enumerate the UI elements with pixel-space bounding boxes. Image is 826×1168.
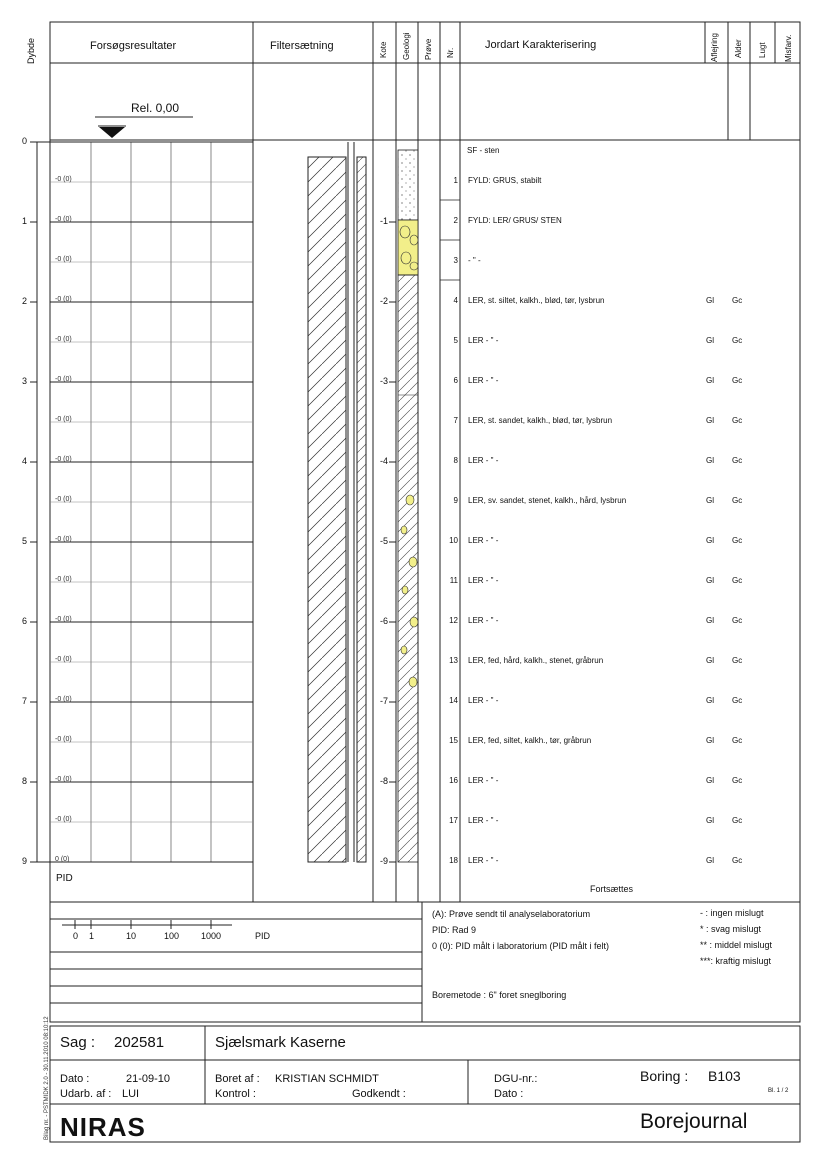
kontrol-label: Kontrol :	[215, 1088, 256, 1100]
header-alder: Alder	[734, 39, 743, 58]
sample-nr: 18	[449, 856, 458, 865]
sample-alder: Gc	[732, 656, 743, 665]
sample-description: LER - " -	[468, 456, 499, 465]
sample-nr: 17	[449, 816, 458, 825]
boret-value: KRISTIAN SCHMIDT	[275, 1073, 379, 1085]
pid-value: 0 (0)	[55, 856, 70, 863]
sag-label: Sag :	[60, 1034, 96, 1051]
sample-alder: Gc	[732, 416, 743, 425]
pid-value: -0 (0)	[55, 256, 72, 263]
pid-axis-tick: 10	[126, 931, 137, 941]
sample-description: LER - " -	[468, 336, 499, 345]
depth-tick: 9	[22, 856, 28, 866]
kote-tick: -1	[380, 216, 389, 226]
pid-value: -0 (0)	[55, 696, 72, 703]
kote-tick: -9	[380, 856, 389, 866]
sample-description: LER - " -	[468, 816, 499, 825]
pid-value: -0 (0)	[55, 736, 72, 743]
sample-nr: 16	[449, 776, 458, 785]
pid-value: -0 (0)	[55, 176, 72, 183]
sample-description: LER - " -	[468, 536, 499, 545]
legend-line-3: 0 (0): PID målt i laboratorium (PID målt i felt)	[432, 941, 610, 951]
pid-value: -0 (0)	[55, 416, 72, 423]
sample-aflejring: Gl	[706, 736, 714, 745]
sample-description: LER - " -	[468, 616, 499, 625]
pid-value: -0 (0)	[55, 296, 72, 303]
kote-tick: -3	[380, 376, 389, 386]
sample-nr: 11	[449, 576, 458, 585]
geology-column	[398, 150, 418, 862]
page-number: Bl. 1 / 2	[768, 1088, 789, 1094]
rel-label: Rel. 0,00	[131, 101, 180, 115]
header-nr: Nr.	[446, 47, 455, 58]
odor-legend-3: ** : middel mislugt	[700, 940, 773, 950]
sample-nr: 12	[449, 616, 458, 625]
sample-nr: 7	[453, 416, 458, 425]
sample-aflejring: Gl	[706, 696, 714, 705]
sample-alder: Gc	[732, 536, 743, 545]
sample-aflejring: Gl	[706, 376, 714, 385]
sample-nr: 3	[453, 256, 458, 265]
header-jordart: Jordart Karakterisering	[485, 39, 597, 51]
sag-number: 202581	[114, 1034, 165, 1051]
kote-tick: -5	[380, 536, 389, 546]
pid-value: -0 (0)	[55, 456, 72, 463]
kote-tick: -8	[380, 776, 389, 786]
odor-legend-2: * : svag mislugt	[700, 924, 762, 934]
header-forsogsresultater: Forsøgsresultater	[90, 40, 177, 52]
kote-tick: -6	[380, 616, 389, 626]
pid-axis-tick: 1000	[201, 931, 222, 941]
side-print-text: Bilag nr. - PSTMIDK 2.0 - 30.11.2010 08:10:12	[44, 1016, 50, 1140]
legend-boremetode: Boremetode : 6" foret sneglboring	[432, 990, 567, 1000]
sample-nr: 5	[453, 336, 458, 345]
sample-aflejring: Gl	[706, 296, 714, 305]
sample-alder: Gc	[732, 376, 743, 385]
pid-value: -0 (0)	[55, 576, 72, 583]
sample-nr: 8	[453, 456, 458, 465]
depth-tick: 4	[22, 456, 28, 466]
sag-name: Sjælsmark Kaserne	[215, 1034, 346, 1051]
sample-aflejring: Gl	[706, 816, 714, 825]
udarb-label: Udarb. af :	[60, 1088, 112, 1100]
header-lugt: Lugt	[758, 42, 767, 58]
pid-value: -0 (0)	[55, 536, 72, 543]
pid-value: -0 (0)	[55, 376, 72, 383]
pid-value: -0 (0)	[55, 216, 72, 223]
sample-aflejring: Gl	[706, 576, 714, 585]
pid-value: -0 (0)	[55, 776, 72, 783]
sample-alder: Gc	[732, 776, 743, 785]
pid-value: -0 (0)	[55, 616, 72, 623]
sample-alder: Gc	[732, 736, 743, 745]
sample-nr: 2	[453, 216, 458, 225]
header-misfarv: Misfarv.	[784, 34, 793, 62]
sample-alder: Gc	[732, 696, 743, 705]
sample-description: LER - " -	[468, 696, 499, 705]
depth-tick: 1	[22, 216, 28, 226]
udarb-value: LUI	[122, 1088, 140, 1100]
boring-label: Boring :	[640, 1068, 689, 1084]
sample-alder: Gc	[732, 576, 743, 585]
sample-description: LER, st. sandet, kalkh., blød, tør, lysbrun	[468, 416, 613, 425]
header-prove: Prøve	[424, 38, 433, 60]
sample-alder: Gc	[732, 456, 743, 465]
header-aflejring: Aflejring	[710, 33, 719, 62]
dato-value: 21-09-10	[126, 1073, 171, 1085]
sample-nr: 4	[453, 296, 458, 305]
depth-tick: 8	[22, 776, 28, 786]
pid-value: -0 (0)	[55, 656, 72, 663]
sample-aflejring: Gl	[706, 456, 714, 465]
sample-description: LER, sv. sandet, stenet, kalkh., hård, lysbrun	[468, 496, 627, 505]
sample-nr: 15	[449, 736, 458, 745]
sample-aflejring: Gl	[706, 656, 714, 665]
sample-description: LER, fed, hård, kalkh., stenet, gråbrun	[468, 656, 604, 665]
sample-nr: 9	[453, 496, 458, 505]
doc-title: Borejournal	[640, 1110, 748, 1133]
depth-tick: 5	[22, 536, 28, 546]
header-kote: Kote	[379, 41, 388, 58]
depth-tick: 0	[22, 136, 28, 146]
odor-legend-4: ***: kraftig mislugt	[700, 956, 772, 966]
surface-label: SF - sten	[467, 146, 500, 155]
sample-description: LER - " -	[468, 376, 499, 385]
sample-aflejring: Gl	[706, 336, 714, 345]
pid-axis-label: PID	[255, 931, 271, 941]
sample-alder: Gc	[732, 816, 743, 825]
sample-aflejring: Gl	[706, 856, 714, 865]
odor-legend-1: - : ingen mislugt	[700, 908, 764, 918]
legend-line-2: PID: Rad 9	[432, 925, 477, 935]
depth-tick: 2	[22, 296, 28, 306]
pid-label: PID	[56, 873, 73, 884]
fortsaettes-label: Fortsættes	[590, 884, 634, 894]
sample-alder: Gc	[732, 616, 743, 625]
pid-value: -0 (0)	[55, 816, 72, 823]
dato2-label: Dato :	[494, 1088, 524, 1100]
sample-description: LER - " -	[468, 576, 499, 585]
pid-value: -0 (0)	[55, 336, 72, 343]
sample-nr: 1	[453, 176, 458, 185]
sample-alder: Gc	[732, 336, 743, 345]
sample-alder: Gc	[732, 296, 743, 305]
kote-tick: -2	[380, 296, 389, 306]
sample-description: - " -	[468, 256, 481, 265]
sample-aflejring: Gl	[706, 416, 714, 425]
legend-line-1: (A): Prøve sendt til analyselaboratorium	[432, 909, 591, 919]
sample-nr: 13	[449, 656, 458, 665]
header-geologi: Geologi	[402, 32, 411, 60]
pid-axis-tick: 100	[164, 931, 180, 941]
sample-alder: Gc	[732, 856, 743, 865]
sample-description: LER - " -	[468, 776, 499, 785]
sample-description: FYLD: GRUS, stabilt	[468, 176, 542, 185]
sample-aflejring: Gl	[706, 776, 714, 785]
sample-aflejring: Gl	[706, 536, 714, 545]
pid-value: -0 (0)	[55, 496, 72, 503]
dgu-label: DGU-nr.:	[494, 1073, 538, 1085]
depth-tick: 3	[22, 376, 28, 386]
depth-tick: 7	[22, 696, 28, 706]
boret-label: Boret af :	[215, 1073, 260, 1085]
sample-description: LER, st. siltet, kalkh., blød, tør, lysbrun	[468, 296, 605, 305]
sample-nr: 6	[453, 376, 458, 385]
pid-axis-tick: 1	[89, 931, 95, 941]
godkendt-label: Godkendt :	[352, 1088, 406, 1100]
sample-description: FYLD: LER/ GRUS/ STEN	[468, 216, 562, 225]
rel-marker	[95, 117, 193, 138]
sample-aflejring: Gl	[706, 616, 714, 625]
dybde-label: Dybde	[26, 37, 36, 64]
niras-logo: NIRAS	[60, 1112, 146, 1142]
pid-axis-tick: 0	[73, 931, 79, 941]
depth-tick: 6	[22, 616, 28, 626]
header-filtersaetning: Filtersætning	[270, 40, 334, 52]
boring-value: B103	[708, 1068, 741, 1084]
sample-nr: 10	[449, 536, 458, 545]
dato-label: Dato :	[60, 1073, 90, 1085]
sample-alder: Gc	[732, 496, 743, 505]
sample-nr: 14	[449, 696, 458, 705]
sample-description: LER - " -	[468, 856, 499, 865]
kote-tick: -4	[380, 456, 389, 466]
sample-aflejring: Gl	[706, 496, 714, 505]
kote-tick: -7	[380, 696, 389, 706]
sample-description: LER, fed, siltet, kalkh., tør, gråbrun	[468, 736, 592, 745]
